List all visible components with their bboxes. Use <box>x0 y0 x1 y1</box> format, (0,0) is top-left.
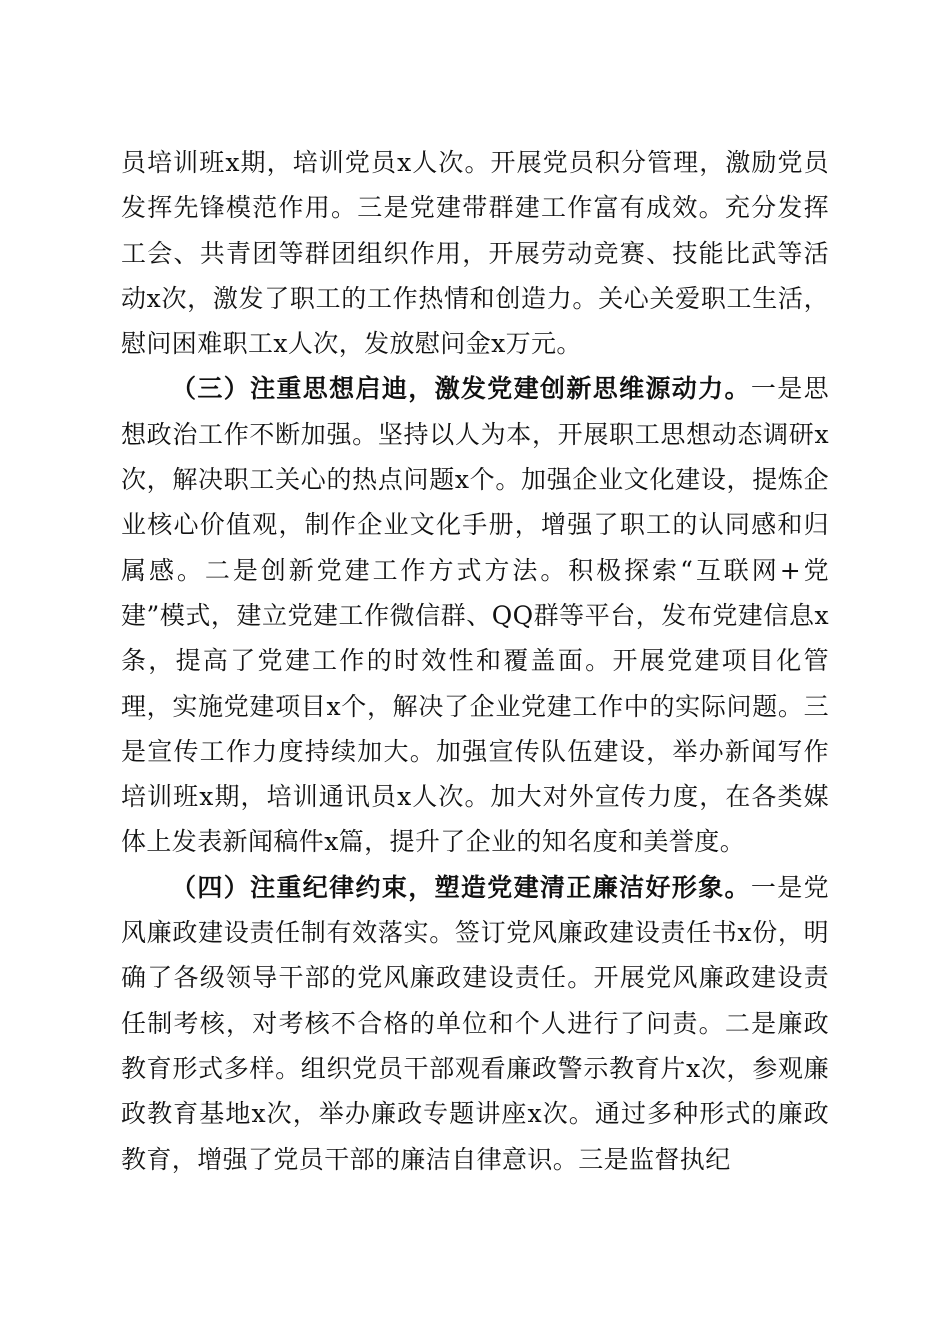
paragraph-body-text: 一是党风廉政建设责任制有效落实。签订党风廉政建设责任书x份，明确了各级领导干部的党风廉政建设责任。开展党风廉政建设责任制考核，对考核不合格的单位和个人进行了问责。二是廉政教育形式多样。组织党员干部观看廉政警示教育片x次，参观廉政教育基地x次，举办廉政专题讲座x次。通过多种形式的廉政教育，增强了党员干部的廉洁自律意识。三是监督执纪 <box>121 872 829 1174</box>
paragraph-section-three <box>121 366 829 864</box>
paragraph-section-four <box>121 865 829 1182</box>
section-heading-three: （三）注重思想启迪，激发党建创新思维源动力。 <box>171 374 751 404</box>
paragraph-continuation <box>121 140 829 366</box>
paragraph-body-text: 员培训班x期，培训党员x人次。开展党员积分管理，激励党员发挥先锋模范作用。三是党建带群建工作富有成效。充分发挥工会、共青团等群团组织作用，开展劳动竞赛、技能比武等活动x次，激发了职工的工作热情和创造力。关心关爱职工生活，慰问困难职工x人次，发放慰问金x万元。 <box>121 148 829 359</box>
document-body <box>121 140 829 1182</box>
section-heading-four: （四）注重纪律约束，塑造党建清正廉洁好形象。 <box>171 872 751 902</box>
paragraph-body-text: 一是思想政治工作不断加强。坚持以人为本，开展职工思想动态调研x次，解决职工关心的热点问题x个。加强企业文化建设，提炼企业核心价值观，制作企业文化手册，增强了职工的认同感和归属感。二是创新党建工作方式方法。积极探索“互联网+党建”模式，建立党建工作微信群、QQ群等平台，发布党建信息x条，提高了党建工作的时效性和覆盖面。开展党建项目化管理，实施党建项目x个，解决了企业党建工作中的实际问题。三是宣传工作力度持续加大。加强宣传队伍建设，举办新闻写作培训班x期，培训通讯员x人次。加大对外宣传力度，在各类媒体上发表新闻稿件x篇，提升了企业的知名度和美誉度。 <box>121 374 829 857</box>
